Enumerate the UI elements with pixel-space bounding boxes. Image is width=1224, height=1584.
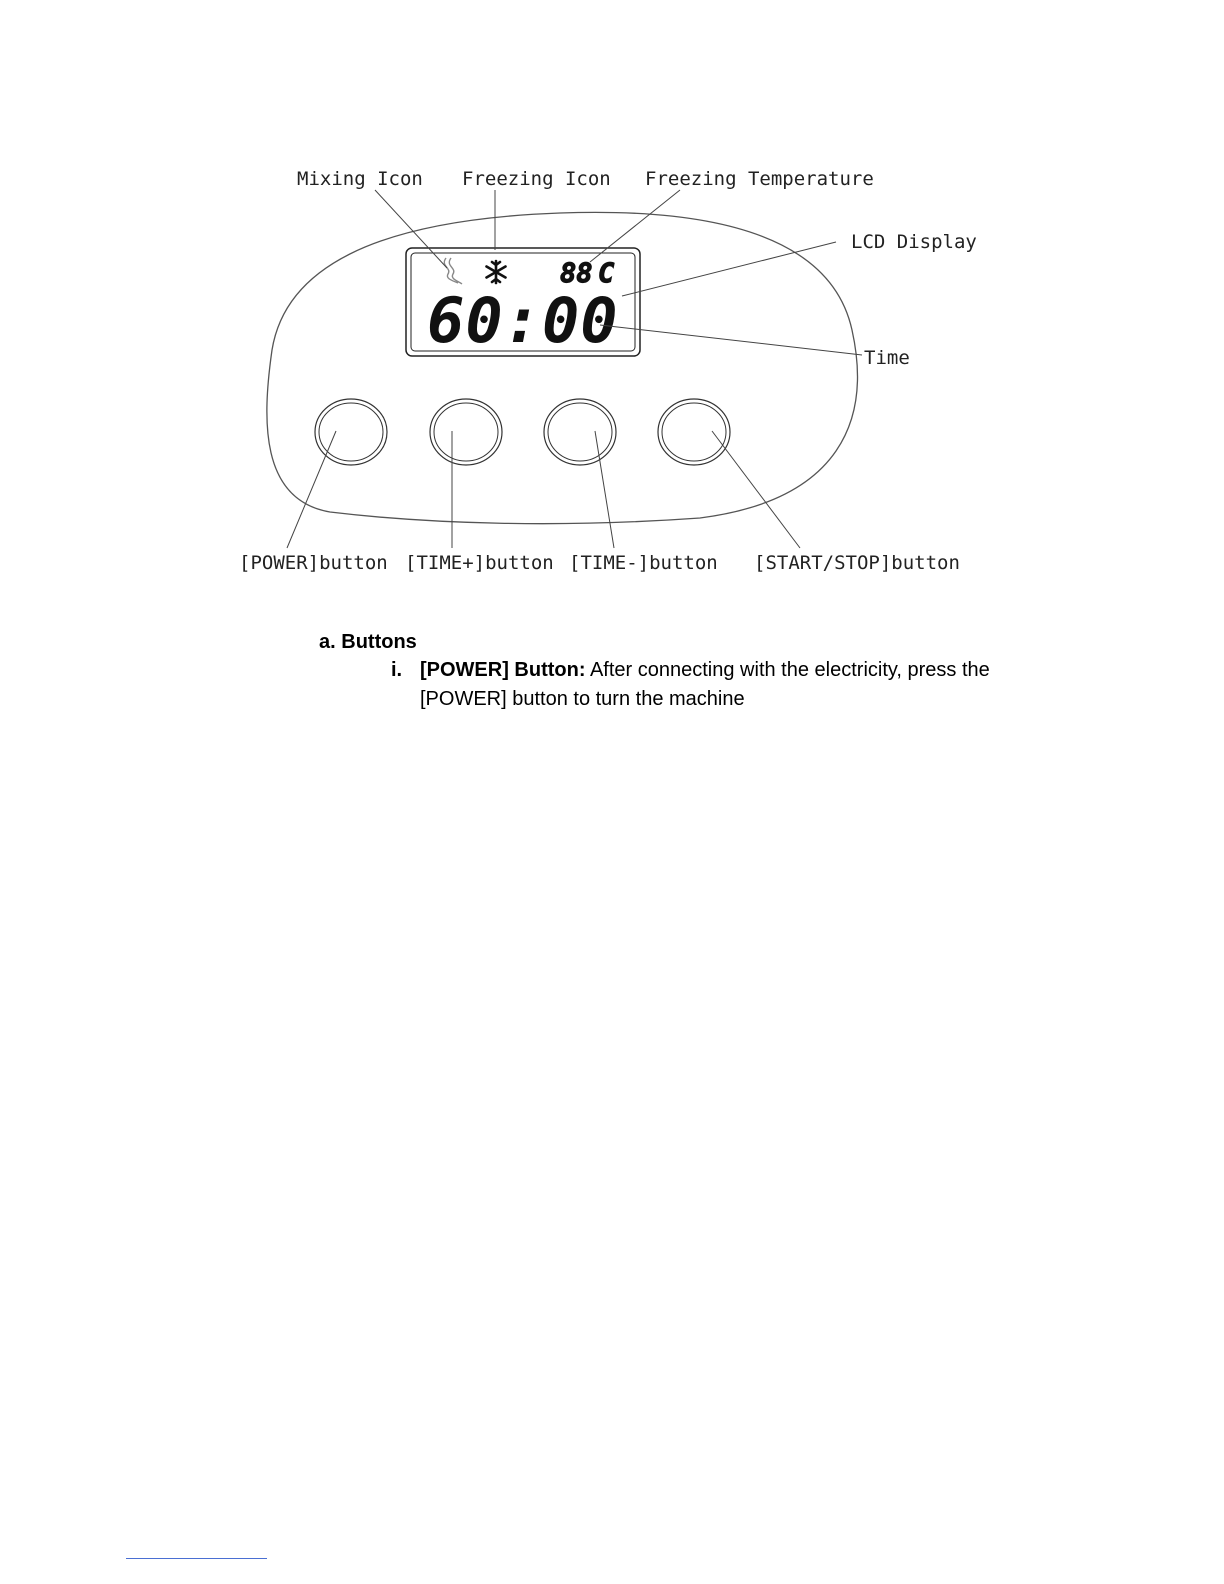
start-stop-button[interactable] (658, 399, 730, 465)
list-item-text: After connecting with the electricity, press the [POWER] button to turn the machine (420, 659, 990, 710)
power-button-leader (287, 431, 336, 548)
control-panel-diagram (0, 0, 1224, 600)
list-item-content (420, 656, 1039, 714)
mixing-icon (444, 258, 462, 284)
freezing-icon-label: Freezing Icon (462, 168, 611, 190)
lcd-display (406, 248, 640, 357)
section-heading-text: Buttons (341, 631, 417, 653)
footnote-separator (126, 1558, 267, 1559)
start-stop-button-label: [START/STOP]button (754, 552, 960, 574)
list-item (391, 656, 1039, 714)
freezing-temperature-label: Freezing Temperature (645, 168, 874, 190)
start-stop-button-leader (712, 431, 800, 548)
section-heading (319, 628, 1039, 656)
power-button-label: [POWER]button (239, 552, 388, 574)
time-minus-button[interactable] (544, 399, 616, 465)
time-value: 60:00 (427, 284, 619, 357)
time-minus-button-label: [TIME-]button (569, 552, 718, 574)
time-plus-button[interactable] (430, 399, 502, 465)
lcd-display-label: LCD Display (851, 231, 977, 253)
snowflake-icon (487, 261, 506, 283)
list-item-term: [POWER] Button: (420, 659, 586, 681)
time-label: Time (864, 347, 910, 369)
mixing-icon-label: Mixing Icon (297, 168, 423, 190)
time-plus-button-label: [TIME+]button (405, 552, 554, 574)
freezing-temperature-leader (590, 190, 680, 262)
section-heading-marker: a. (319, 631, 336, 653)
buttons-section (319, 628, 1039, 714)
list-item-marker: i. (391, 659, 403, 681)
freezing-temperature-value: 88 (560, 258, 593, 289)
temperature-unit: C (598, 258, 615, 289)
lcd-display-leader (622, 242, 836, 296)
